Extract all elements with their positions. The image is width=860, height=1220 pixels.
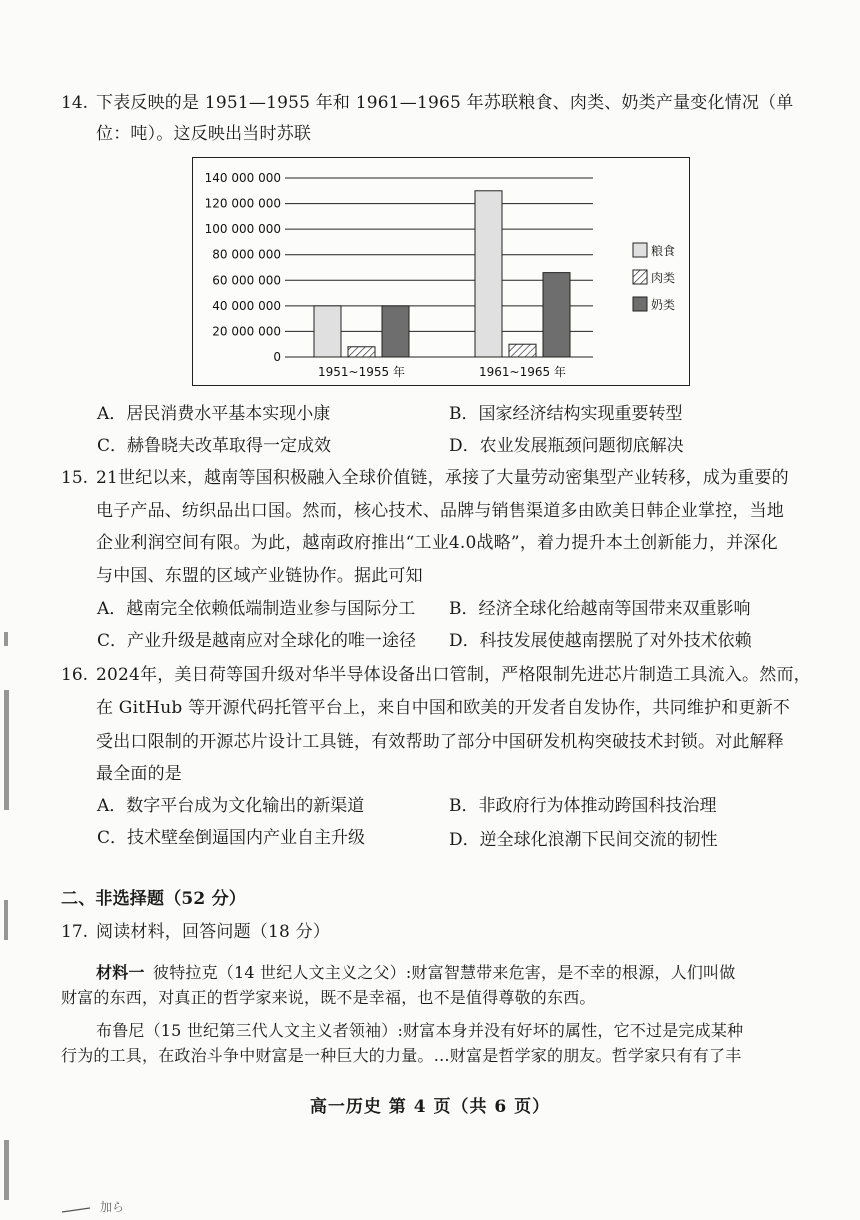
legend-label: 肉类 <box>651 271 676 285</box>
question-15-number: 15. <box>61 468 89 488</box>
question-14-option-d: D．农业发展瓶颈问题彻底解决 <box>449 436 684 456</box>
material-1-line-1: 彼特拉克（14 世纪人文主义之父）:财富智慧带来危害，是不幸的根源，人们叫做 <box>153 963 736 982</box>
section-2-title: 二、非选择题（52 分） <box>61 889 246 909</box>
bar-奶类-0 <box>382 306 409 357</box>
x-category-label: 1961~1965 年 <box>479 365 566 379</box>
page-footer: 高一历史 第 4 页（共 6 页） <box>309 1097 551 1117</box>
material-1-line-3: 布鲁尼（15 世纪第三代人文主义者领袖）:财富本身并没有好坏的属性，它不过是完成某种 <box>96 1021 744 1040</box>
question-14-number: 14. <box>61 93 89 113</box>
legend-swatch-奶类 <box>633 297 647 311</box>
question-15-stem-line-3: 企业利润空间有限。为此，越南政府推出“工业4.0战略”，着力提升本土创新能力，并深化 <box>96 533 778 553</box>
material-1-line-2: 财富的东西，对真正的哲学家来说，既不是幸福，也不是值得尊敬的东西。 <box>61 988 596 1007</box>
material-1-label: 材料一 <box>96 963 145 982</box>
bar-chart-box <box>192 157 690 386</box>
scan-margin-mark <box>4 1140 9 1200</box>
scan-margin-mark <box>4 690 9 810</box>
question-15-stem-line-1: 21世纪以来，越南等国积极融入全球价值链，承接了大量劳动密集型产业转移，成为重要的 <box>96 468 789 488</box>
y-tick-label: 20 000 000 <box>212 324 281 339</box>
x-category-label: 1951~1955 年 <box>318 365 405 379</box>
bar-粮食-0 <box>314 306 341 357</box>
bar-肉类-1 <box>509 344 536 357</box>
question-15-option-c: C．产业升级是越南应对全球化的唯一途径 <box>97 631 417 651</box>
y-tick-label: 140 000 000 <box>204 171 281 185</box>
legend-label: 粮食 <box>651 244 676 258</box>
question-16-option-d: D．逆全球化浪潮下民间交流的韧性 <box>449 830 718 850</box>
question-16-option-a: A．数字平台成为文化输出的新渠道 <box>97 796 365 816</box>
question-17-number: 17. <box>61 922 89 942</box>
scan-margin-mark <box>4 900 8 940</box>
y-tick-label: 100 000 000 <box>204 222 281 237</box>
y-tick-label: 80 000 000 <box>212 247 281 262</box>
question-14-option-b: B．国家经济结构实现重要转型 <box>449 404 683 424</box>
bar-肉类-0 <box>348 347 375 357</box>
question-14-option-a: A．居民消费水平基本实现小康 <box>97 404 331 424</box>
scan-margin-mark <box>4 632 8 646</box>
question-15-option-b: B．经济全球化给越南等国带来双重影响 <box>449 599 751 619</box>
bar-奶类-1 <box>543 273 570 357</box>
legend-swatch-粮食 <box>633 243 647 257</box>
question-16-stem-line-4: 最全面的是 <box>96 764 182 784</box>
material-1-line-4: 行为的工具，在政治斗争中财富是一种巨大的力量。…财富是哲学家的朋友。哲学家只有有了丰 <box>61 1046 742 1065</box>
question-16-option-c: C．技术壁垒倒逼国内产业自主升级 <box>97 828 366 848</box>
handwriting-scribble <box>60 1196 180 1216</box>
bar-chart <box>193 158 689 385</box>
question-16-option-b: B．非政府行为体推动跨国科技治理 <box>449 796 717 816</box>
handwriting-text: 加ら <box>100 1200 125 1214</box>
y-tick-label: 0 <box>273 350 281 364</box>
question-14-option-c: C．赫鲁晓夫改革取得一定成效 <box>97 436 332 456</box>
question-15-stem-line-2: 电子产品、纺织品出口国。然而，核心技术、品牌与销售渠道多由欧美日韩企业掌控，当地 <box>96 501 784 521</box>
question-15-option-d: D．科技发展使越南摆脱了对外技术依赖 <box>449 631 752 651</box>
bar-粮食-1 <box>475 191 502 357</box>
question-14-stem-line-2: 位：吨）。这反映出当时苏联 <box>96 124 312 144</box>
question-15-stem-line-4: 与中国、东盟的区域产业链协作。据此可知 <box>96 566 423 586</box>
question-16-number: 16. <box>61 665 89 685</box>
question-15-option-a: A．越南完全依赖低端制造业参与国际分工 <box>97 599 416 619</box>
question-16-stem-line-2: 在 GitHub 等开源代码托管平台上，来自中国和欧美的开发者自发协作，共同维护和更新不 <box>96 698 791 718</box>
question-17-stem: 阅读材料，回答问题（18 分） <box>96 922 331 942</box>
question-16-stem-line-1: 2024年，美日荷等国升级对华半导体设备出口管制，严格限制先进芯片制造工具流入。然而， <box>96 665 811 685</box>
question-16-stem-line-3: 受出口限制的开源芯片设计工具链，有效帮助了部分中国研发机构突破技术封锁。对此解释 <box>96 732 784 752</box>
y-tick-label: 120 000 000 <box>204 196 281 211</box>
y-tick-label: 60 000 000 <box>212 273 281 288</box>
question-14-stem-line-1: 下表反映的是 1951—1955 年和 1961—1965 年苏联粮食、肉类、奶类产量变化情况（单 <box>96 93 794 113</box>
legend-swatch-肉类 <box>633 270 647 284</box>
y-tick-label: 40 000 000 <box>212 298 281 313</box>
legend-label: 奶类 <box>651 298 676 312</box>
